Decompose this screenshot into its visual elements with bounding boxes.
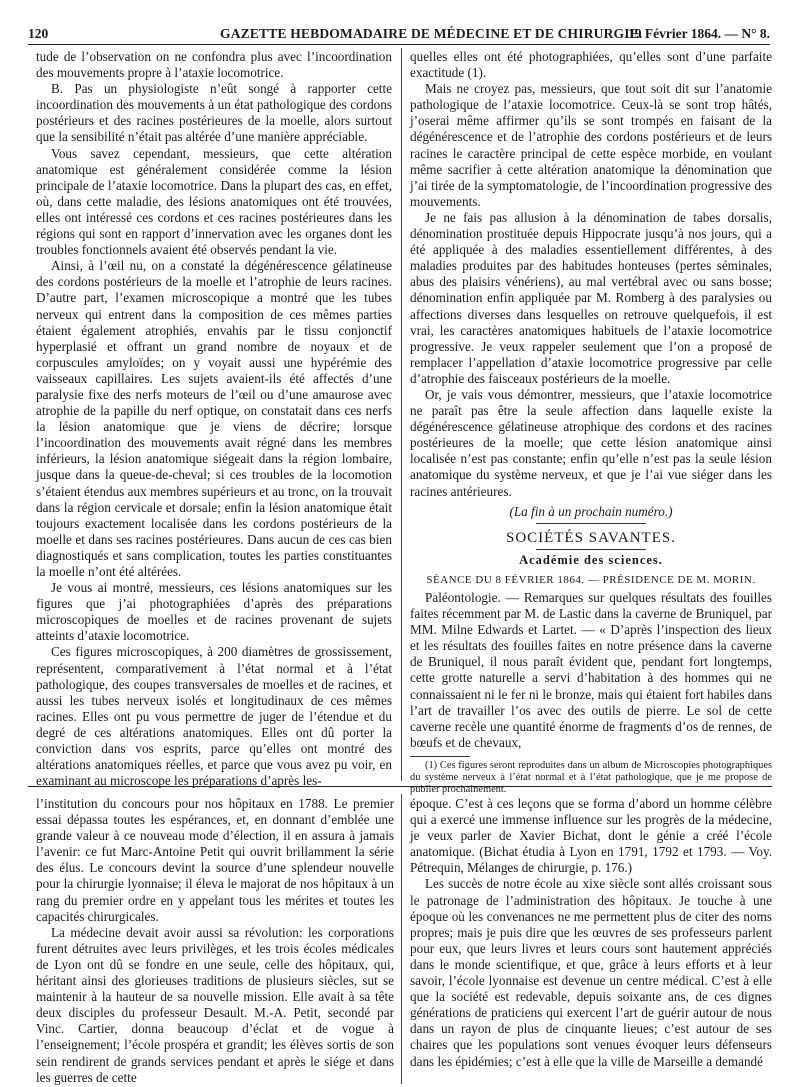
paragraph: Je vous ai montré, messieurs, ces lésions anatomiques sur les figures que j’ai photographiées d’après des préparations microscopiques de moelles et de racines provenant de sujets atteints d’ataxie locomotrice. — [36, 580, 392, 644]
paragraph: Les succès de notre école au xixe siècle sont allés croissant sous le patronage de l’administration des hôpitaux. Je touche à une époque où les convenances ne me permettent plus de citer des noms propres; mais je puis dire que les œuvres de ses professeurs parlent pour eux, que leurs livres et leurs cours sont hautement appréciés dans le monde scientifique, et que, grâce à leurs efforts et à leur savoir, l’école lyonnaise est devenue un centre médical. C’est à elle que la société est redevable, depuis soixante ans, de ces dignes générations de praticiens qui exercent l’art de guérir autour de nous dans un rayon de plus de cinquante lieues; c’est autour de ses chaires que les populations sont venues évoquer leurs défenseurs dans les épidémies; c’est à elle que la ville de Marseille a demandé — [410, 876, 772, 1069]
footnote: (1) Ces figures seront reproduites dans un album de Microscopies photographiques du système nerveux à l’état normal et à l’état pathologique, que je me propose de publier prochainement. — [410, 759, 772, 796]
section-rule — [536, 523, 646, 524]
paragraph: Vous savez cependant, messieurs, que cette altération anatomique est généralement considérée comme la lésion principale de l’ataxie locomotrice. Dans la plupart des cas, en effet, où, dans cette maladie, des lésions anatomiques ont été trouvées, elles ont intéressé ces cordons et ces racines postérieures dans les régions qui sont en rapport d’innervation avec les organes dont les troubles fonctionnels avaient été observés pendant la vie. — [36, 145, 392, 258]
paragraph: Ainsi, à l’œil nu, on a constaté la dégénérescence gélatineuse des cordons postérieurs de la moelle et l’atrophie de leurs racines. D’autre part, l’examen microscopique a montré que les tubes nerveux qui entrent dans la composition de ces mêmes parties étaient également atrophiés, envahis par le tissu conjonctif hyperplasié et offrant un grand nombre de noyaux et de corpuscules amyloïdes; on y voyait aussi une hypérémie des vaisseaux capillaires. Les sujets avaient-ils été affectés d’une paralysie fixe des nerfs moteurs de l’œil ou d’une amaurose avec atrophie de la papille du nerf optique, on constatait dans ces nerfs la lésion anatomique que je viens de décrire; lorsque l’incoordination des mouvements avait régné dans les membres inférieurs, la lésion anatomique siégeait dans la région lombaire, jusque dans la queue-de-cheval; si ces troubles de la locomotion s’étaient étendus aux membres supérieurs et au tronc, on la trouvait dans la région cervicale et dorsale; enfin la lésion anatomique était toujours exactement localisée dans les cordons postérieurs de la moelle et dans ses racines postérieures. Dans aucun de ces cas bien diagnostiqués et sans complication, toutes les parties constituantes la moelle n’ont été altérées. — [36, 258, 392, 579]
paragraph: tude de l’observation on ne confondra plus avec l’incoordination des mouvements propre à l’ataxie locomotrice. — [36, 49, 392, 81]
paragraph: l’institution du concours pour nos hôpitaux en 1788. Le premier essai dépassa toutes les espérances, et, en donnant d’emblée une grande valeur à ce nouveau mode d’élection, il en assura à jamais l’avenir: ce fut Marc-Antoine Petit qui ouvrit brillamment la série des élus. Le concours devint la source d’une splendeur nouvelle pour la chirurgie lyonnaise; il éleva le majorat de nos hôpitaux à un rang du premier ordre en y appelant tous les mérites et toutes les capacités chirurgicales. — [36, 796, 394, 924]
seance-line: SÉANCE DU 8 FÉVRIER 1864. — PRÉSIDENCE DE M. MORIN. — [426, 573, 756, 586]
paragraph: B. Pas un physiologiste n’eût songé à rapporter cette incoordination des mouvements à un état pathologique des cordons postérieurs et des racines postérieures de la moelle, alors surtout que la sensibilité n’était pas altérée d’une manière appréciable. — [36, 81, 392, 145]
column-divider-bottom — [401, 794, 402, 1084]
paragraph: Mais ne croyez pas, messieurs, que tout soit dit sur l’anatomie pathologique de l’ataxie locomotrice. Ceux-là se sont trop hâtés, j’oserai même affirmer qu’ils se sont trompés en faisant de la dégénérescence et de l’atrophie des cordons postérieurs et de leurs racines le caractère principal de cette espèce morbide, en voulant même sacrifier à cette altération anatomique la dénomination que j’ai tirée de la symptomatologie, de l’incoordination progressive des mouvements. — [410, 81, 772, 209]
journal-title: GAZETTE HEBDOMADAIRE DE MÉDECINE ET DE CHIRURGIE. — [220, 26, 643, 41]
column-bottom-right — [410, 796, 772, 1081]
section-title: SOCIÉTÉS SAVANTES. — [506, 529, 676, 546]
paragraph: La médecine devait avoir aussi sa révolution: les corporations furent détruites avec leurs privilèges, et les trois écoles médicales de Lyon ont dû se fondre en une seule, celle des hôpitaux, qui, héritant ainsi des glorieuses traditions de plusieurs siècles, sut se maintenir à la hauteur de sa nouvelle mission. Elle avait à sa tête deux disciples du professeur Desault. M.-A. Petit, secondé par Vinc. Cartier, donna beaucoup d’éclat et de vogue à l’enseignement; l’école prospéra et grandit; les élèves sortis de son sein rendirent de grands services pendant et après le siége et dans les guerres de cette — [36, 924, 394, 1085]
column-top-left — [36, 49, 392, 789]
paragraph: Je ne fais pas allusion à la dénomination de tabes dorsalis, dénomination prostituée depuis Hippocrate jusqu’à nos jours, qui a été appliquée à des maladies essentiellement différentes, à des maladies produites par des habitudes honteuses (pertes séminales, abus des plaisirs vénériens), au mal vertébral avec ou sans bosse; dénomination enfin appliquée par M. Romberg à des paralysies ou affections diverses dans lesquelles on retrouve quelquefois, il est vrai, les caractères anatomiques habituels de l’ataxie locomotrice progressive. Je veux rappeler seulement que l’on a proposé de remplacer l’appellation d’ataxie locomotrice progressive par celle d’atrophie des faisceaux postérieurs de la moelle. — [410, 209, 772, 386]
paragraph: époque. C’est à ces leçons que se forma d’abord un homme célèbre qui a exercé une immense influence sur les progrès de la médecine, je veux parler de Xavier Bichat, dont le génie a créé l’école anatomique. (Bichat étudia à Lyon en 1791, 1792 et 1793. — Voy. Pétrequin, Mélanges de chirurgie, p. 176.) — [410, 796, 772, 876]
column-bottom-left — [36, 796, 394, 1085]
section-rule — [536, 549, 646, 550]
report-paragraph: Paléontologie. — Remarques sur quelques résultats des fouilles faites récemment par M. de Lastic dans la caverne de Bruniquel, par MM. Milne Edwards et Lartet. — « D’après l’inspection des lieux et les résultats des fouilles faites en notre présence dans la caverne de Bruniquel, il nous paraît évident que, pendant fort longtemps, cette grotte naturelle a servi d’habitation à des hommes qui ne connaissaient ni le fer ni le bronze, mais qui étaient fort habiles dans l’art de travailler l’os avec des outils de pierre. Le sol de cette caverne recèle une quantité énorme de fragments d’os de rennes, de bœufs et de chevaux, — [410, 590, 772, 750]
column-top-right — [410, 49, 772, 796]
page-number: 120 — [28, 26, 49, 41]
continuation-note: (La fin à un prochain numéro.) — [509, 503, 673, 519]
footnote-rule — [410, 756, 470, 757]
issue-date: 19 Février 1864. — N° 8. — [628, 26, 770, 41]
paragraph: quelles elles ont été photographiées, qu’elles sont d’une parfaite exactitude (1). — [410, 49, 772, 81]
academie-heading: Académie des sciences. — [519, 552, 663, 567]
header-rule — [28, 44, 770, 45]
page-header — [28, 26, 770, 46]
column-divider-top — [401, 48, 402, 781]
paragraph: Ces figures microscopiques, à 200 diamètres de grossissement, représentent, comparativement à l’état normal et à l’état pathologique, des coupes transversales de moelles et de racines, et aussi les tubes nerveux isolés et longitudinaux de ces mêmes racines. Elles ont pu vous permettre de juger de l’étendue et du degré de ces altérations anatomiques. Elles ont dû porter la conviction dans vos esprits, parce qu’elles ont montré des altérations anatomiques réelles, et parce que vous avez pu voir, en examinant au microscope les préparations d’après les- — [36, 644, 392, 789]
paragraph: Or, je vais vous démontrer, messieurs, que l’ataxie locomotrice ne paraît pas être la seule affection dans laquelle existe la dégénérescence gélatineuse atrophique des cordons et des racines postérieures de la moelle; que cette lésion anatomique ainsi localisée n’est pas constante; enfin qu’elle n’est pas la seule lésion anatomique du système nerveux, et que je l’ai vue siéger dans les racines antérieures. — [410, 386, 772, 499]
